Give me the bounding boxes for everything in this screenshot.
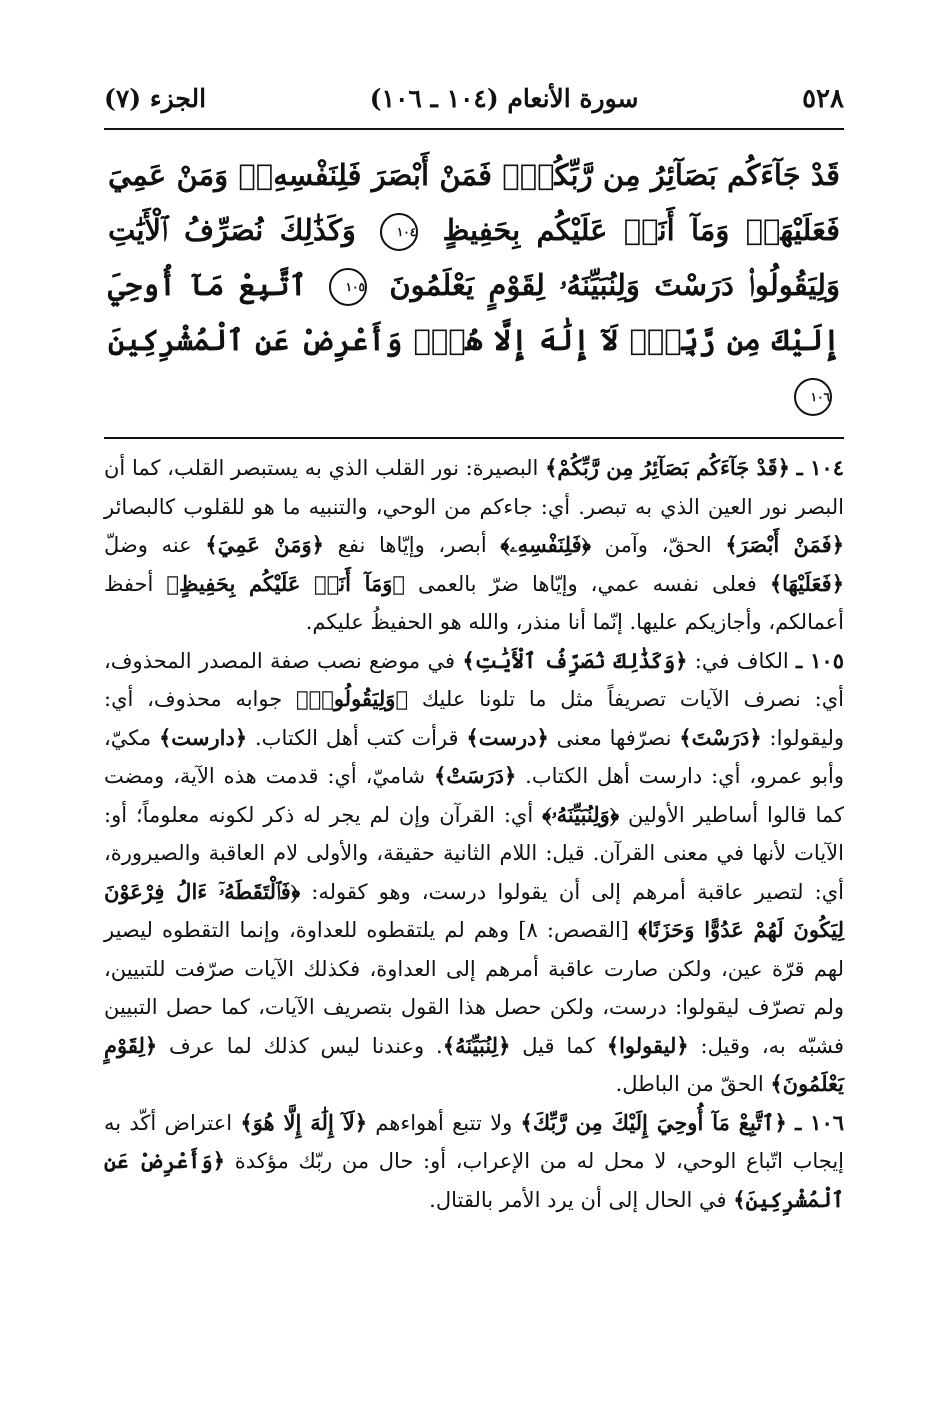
commentary-text: شاميّ، أي: قدمت هذه الآية، ومضت كما قالوا أساطير الأولين <box>104 764 844 827</box>
commentary-text: [القصص: ٨] وهم لم يلتقطوه للعداوة، وإنما التقطوه ليصير لهم قرّة عين، ولكن صارت عاقبة أمرهم إلى العداوة، فكذلك الآيات صرّفت للتبيين، ولم تصرّف ليقولوا: درست، ولكن حصل هذا القول بتصريف الآيات، كما حصل التبيين فشبّه به، وقيل: <box>104 918 845 1058</box>
verse-ref-number: ١٠٦ ـ <box>795 1109 845 1135</box>
commentary <box>104 449 844 1219</box>
quoted-verse: ﴿ وَلِنُبَيِّنَهُۥ ﴾ <box>542 802 619 827</box>
verse-number-marker: ١٠٦ <box>794 378 832 416</box>
verse-ref-number: ١٠٥ ـ <box>796 647 844 673</box>
commentary-text: جوابه محذوف، أي: وليقولوا: <box>104 687 844 750</box>
quoted-verse: ﴿ لِقَوْمٍ يَعْلَمُونَ ﴾ <box>104 1033 844 1097</box>
verse-number-marker: ١٠٥ <box>329 268 367 306</box>
quoted-verse: ﴿ درست ﴾ <box>466 725 548 750</box>
commentary-text: في موضع نصب صفة المصدر المحذوف، أي: نصرف الآيات تصريفاً مثل ما تلونا عليك <box>104 648 845 711</box>
commentary-text: فعلى نفسه عمي، وإيّاها ضرّ بالعمى <box>405 571 770 596</box>
commentary-text: مكيّ، وأبو عمرو، أي: دارست أهل الكتاب. <box>104 725 844 788</box>
commentary-text: عنه وضلّ <box>104 533 206 557</box>
verse-ref-number: ١٠٤ ـ <box>796 455 844 480</box>
commentary-text: الحقّ، وآمن <box>590 533 726 557</box>
commentary-text: كما قيل <box>510 1033 607 1058</box>
page-number: ٥٢٨ <box>802 84 844 114</box>
quoted-verse: ﴿ لَآ إِلَٰهَ إِلَّا هُوَ ﴾ <box>240 1110 367 1135</box>
quoted-verse: ﴿ دَرَسَتْ ﴾ <box>434 763 516 788</box>
verse-number-marker: ١٠٤ <box>380 213 418 251</box>
quoted-verse: ﴿ فَمَنْ أَبْصَرَ ﴾ <box>725 532 844 557</box>
page-header <box>104 84 844 124</box>
commentary-text: في الحال إلى أن يرد الأمر بالقتال. <box>429 1187 734 1212</box>
commentary-paragraph-104 <box>104 449 844 642</box>
quoted-verse: ﴿ وَأَعْرِضْ عَنِ ٱلْمُشْرِكِينَ ﴾ <box>104 1148 844 1212</box>
verse-text: قَدْ جَآءَكُم بَصَآئِرُ مِن رَّبِّكُمْۖ فَمَنْ أَبْصَرَ فَلِنَفْسِهِۦۖ وَمَنْ عَمِيَ فَعَلَيْهَاۚ وَمَآ أَنَا۠ عَلَيْكُم بِحَفِيظٍ <box>108 158 841 247</box>
quoted-verse: ﴿ قَدْ جَآءَكُم بَصَآئِرُ مِن رَّبِّكُمْ ﴾ <box>545 455 790 480</box>
commentary-text: البصيرة: نور القلب الذي به يستبصر القلب، كما أن البصر نور العين الذي به تبصر. أي: جاءكم من الوحي، والتنبيه ما هو للقلوب كالبصائر <box>104 456 844 519</box>
commentary-text: الكاف في: <box>687 648 797 673</box>
juz-label: الجزء (٧) <box>104 84 207 113</box>
quoted-verse: ﴿ وَلِيَقُولُوا۟ ﴾ <box>296 686 408 711</box>
commentary-paragraph-105 <box>104 642 844 1104</box>
commentary-text: الحقّ من الباطل. <box>615 1072 771 1096</box>
section-divider <box>104 437 844 439</box>
commentary-text: . وعندنا ليس كذلك لما عرف <box>157 1033 443 1058</box>
quran-verses <box>104 130 844 431</box>
verse-text: وَكَذَٰلِكَ نُصَرِّفُ ٱلْأَيَٰتِ وَلِيَقُولُوا۟ دَرَسْتَ وَلِنُبَيِّنَهُۥ لِقَوْمٍ يَعْلَمُونَ <box>108 213 840 302</box>
quoted-verse: ﴿ دارست ﴾ <box>159 725 247 750</box>
quoted-verse: ﴿ وَمَنْ عَمِيَ ﴾ <box>205 532 324 557</box>
commentary-text: أي: القرآن وإن لم يجر له ذكر لكونه معلوماً؛ أو: الآيات لأنها في معنى القرآن. قيل: اللام الثانية حقيقة، والأولى لام العاقبة والصيرورة، أي: لتصير عاقبة أمرهم إلى أن يقولوا درست، وهو كقوله: <box>104 802 844 904</box>
commentary-text: اعتراض أكّد به إيجاب اتّباع الوحي، لا محل له من الإعراب، أو: حال من ربّك مؤكدة <box>104 1110 845 1173</box>
quoted-verse: ﴿ لِنُبَيِّنَهُ ﴾ <box>443 1033 511 1058</box>
quoted-verse: ﴿ فَلِنَفْسِهِۦ ﴾ <box>500 532 591 557</box>
surah-title: سورة الأنعام (١٠٤ ـ ١٠٦) <box>369 84 639 113</box>
quoted-verse: ﴿ وَكَذَٰلِكَ نُصَرِّفُ ٱلْأَيَٰتِ ﴾ <box>462 648 687 673</box>
quoted-verse: ﴿ ليقولوا ﴾ <box>607 1033 689 1058</box>
quoted-verse: ﴿ فَعَلَيْهَا ﴾ <box>770 571 844 596</box>
commentary-text: ولا تتبع أهواءهم <box>367 1110 521 1135</box>
commentary-text: قرأت كتب أهل الكتاب. <box>247 725 467 750</box>
quoted-verse: ﴿ فَٱلْتَقَطَهُۥٓ ءَالُ فِرْعَوْنَ لِيَكُونَ لَهُمْ عَدُوًّا وَحَزَنًا ﴾ <box>104 879 844 943</box>
commentary-text: أحفظ أعمالكم، وأجازيكم عليها. إنّما أنا منذر، والله هو الحفيظُ عليكم. <box>104 571 844 634</box>
quoted-verse: ﴿ دَرَسْتَ ﴾ <box>679 725 761 750</box>
quoted-verse: ﴿ ٱتَّبِعْ مَآ أُوحِيَ إِلَيْكَ مِن رَّبِّكَ ﴾ <box>521 1110 787 1135</box>
quoted-verse: ﴿ وَمَآ أَنَا۠ عَلَيْكُم بِحَفِيظٍ ﴾ <box>166 571 405 596</box>
commentary-text: نصرّفها معنى <box>548 725 680 750</box>
commentary-text: أبصر، وإيّاها نفع <box>323 533 501 557</box>
commentary-paragraph-106 <box>104 1104 844 1220</box>
verse-text: ٱتَّبِعْ مَآ أُوحِيَ إِلَيْكَ مِن رَّبِّكَۖ لَآ إِلَٰهَ إِلَّا هُوَۖ وَأَعْرِضْ عَنِ ٱلْمُشْرِكِينَ <box>108 268 840 357</box>
